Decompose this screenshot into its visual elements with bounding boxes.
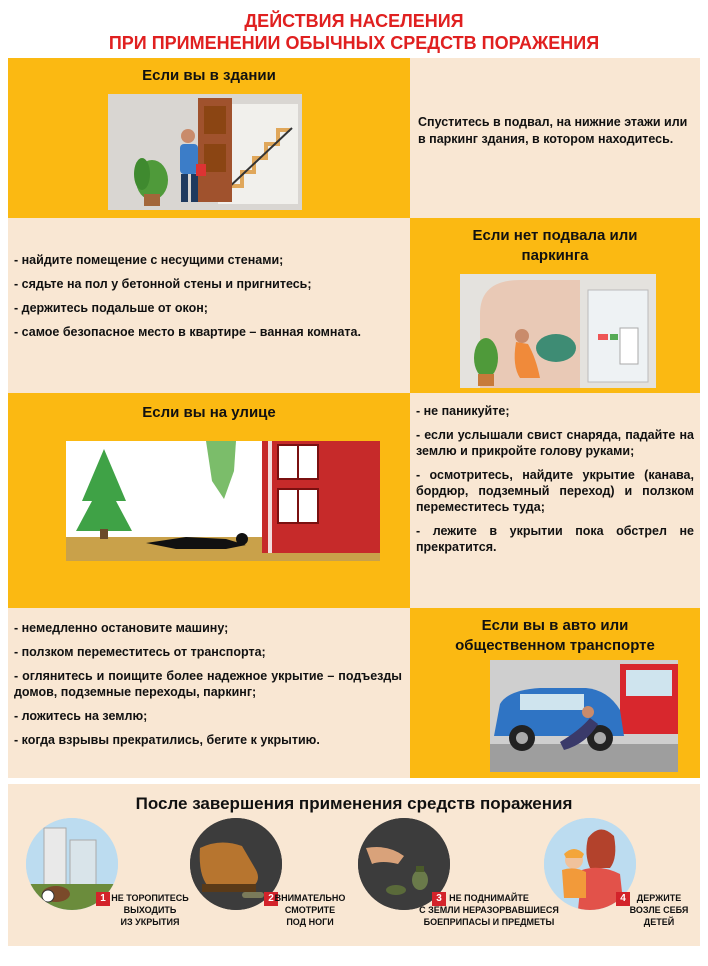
step-1-number: 1 bbox=[96, 892, 110, 906]
street-panel bbox=[8, 393, 410, 608]
step-2-caption-line-2: СМОТРИТЕ bbox=[284, 905, 336, 915]
transport-heading-line-1: Если вы в авто или bbox=[481, 617, 629, 634]
step-3-caption-line-2: С ЗЕМЛИ НЕРАЗОРВАВШИЕСЯ bbox=[419, 905, 559, 915]
list-item: - не паникуйте; bbox=[416, 404, 510, 418]
list-item: - найдите помещение с несущими стенами; bbox=[14, 253, 284, 267]
instructions-grid bbox=[8, 58, 700, 778]
step-1-caption-line-2: ВЫХОДИТЬ bbox=[123, 905, 177, 915]
step-2-caption-line-3: ПОД НОГИ bbox=[286, 917, 334, 927]
list-item: - если услышали свист снаряда, падайте на землю и прикройте голову руками; bbox=[416, 428, 694, 458]
transport-heading bbox=[410, 616, 700, 656]
step-4-caption-line-2: ВОЗЛЕ СЕБЯ bbox=[629, 905, 689, 915]
building-panel bbox=[8, 58, 410, 218]
step-3-number: 3 bbox=[432, 892, 446, 906]
building-advice-panel bbox=[410, 58, 700, 218]
list-item: - ложитесь на землю; bbox=[14, 709, 148, 723]
title-line-1: ДЕЙСТВИЯ НАСЕЛЕНИЯ bbox=[244, 11, 464, 31]
no-basement-heading-line-1: Если нет подвала или bbox=[472, 227, 638, 244]
step-4-number: 4 bbox=[616, 892, 630, 906]
step-4-caption bbox=[626, 892, 692, 928]
list-item: - ползком переместитесь от транспорта; bbox=[14, 645, 266, 659]
step-1-caption-line-3: ИЗ УКРЫТИЯ bbox=[120, 917, 180, 927]
list-item: - лежите в укрытии пока обстрел не прекратится. bbox=[416, 524, 694, 554]
step-2-caption-line-1: ВНИМАТЕЛЬНО bbox=[274, 893, 346, 903]
after-heading: После завершения применения средств поражения bbox=[135, 794, 573, 813]
step-1-caption-line-1: НЕ ТОРОПИТЕСЬ bbox=[111, 893, 189, 903]
step-4-caption-line-1: ДЕРЖИТЕ bbox=[636, 893, 682, 903]
list-item: - осмотритесь, найдите укрытие (канава, бордюр, подземный переход) и ползком переместитесь туда; bbox=[416, 468, 694, 514]
step-1-caption bbox=[90, 892, 210, 928]
no-basement-panel bbox=[410, 218, 700, 393]
transport-heading-line-2: общественном транспорте bbox=[455, 637, 655, 654]
list-item: - когда взрывы прекратились, бегите к укрытию. bbox=[14, 733, 320, 747]
street-illustration bbox=[66, 441, 380, 561]
list-item: - оглянитесь и поищите более надежное укрытие – подъезды домов, подземные переходы, паркинг; bbox=[14, 669, 402, 699]
title-line-2: ПРИ ПРИМЕНЕНИИ ОБЫЧНЫХ СРЕДСТВ ПОРАЖЕНИЯ bbox=[108, 33, 600, 53]
list-item: - немедленно остановите машину; bbox=[14, 621, 229, 635]
building-advice-text: Спуститесь в подвал, на нижние этажи или в паркинг здания, в котором находитесь. bbox=[418, 115, 688, 146]
list-item: - сядьте на пол у бетонной стены и пригнитесь; bbox=[14, 277, 312, 291]
step-2-number: 2 bbox=[264, 892, 278, 906]
no-basement-illustration bbox=[460, 274, 656, 388]
no-basement-list-panel bbox=[8, 218, 410, 393]
page-title bbox=[0, 10, 708, 54]
step-3-caption bbox=[404, 892, 574, 928]
no-basement-heading-line-2: паркинга bbox=[521, 247, 589, 264]
list-item: - самое безопасное место в квартире – ванная комната. bbox=[14, 325, 361, 339]
building-heading: Если вы в здании bbox=[142, 67, 276, 84]
step-4-caption-line-3: ДЕТЕЙ bbox=[643, 917, 675, 927]
no-basement-heading bbox=[410, 226, 700, 266]
street-heading: Если вы на улице bbox=[142, 404, 276, 421]
list-item: - держитесь подальше от окон; bbox=[14, 301, 208, 315]
transport-illustration bbox=[490, 660, 678, 772]
building-illustration bbox=[108, 94, 302, 210]
street-list-panel bbox=[410, 393, 700, 608]
after-section bbox=[8, 784, 700, 946]
transport-list-panel bbox=[8, 608, 410, 778]
step-3-caption-line-1: НЕ ПОДНИМАЙТЕ bbox=[449, 893, 529, 903]
step-2-caption bbox=[270, 892, 350, 928]
step-3-caption-line-3: БОЕПРИПАСЫ И ПРЕДМЕТЫ bbox=[423, 917, 555, 927]
transport-panel bbox=[410, 608, 700, 778]
